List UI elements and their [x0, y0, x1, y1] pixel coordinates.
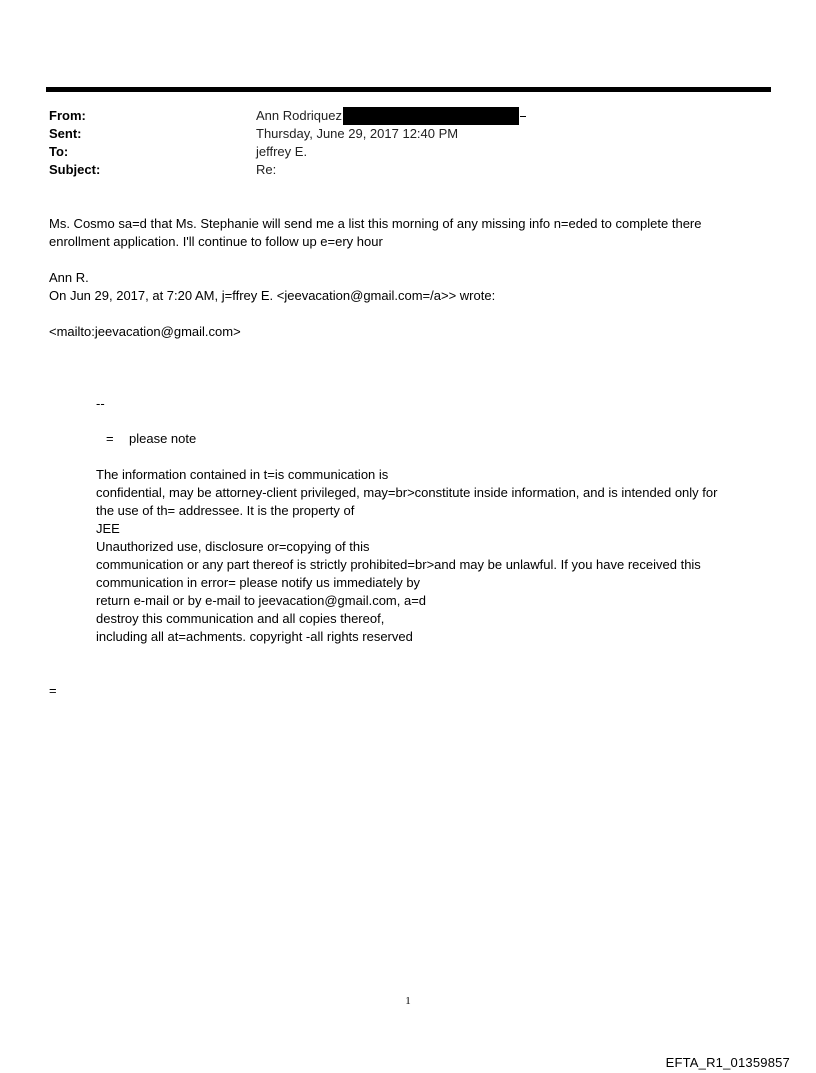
header-divider [46, 87, 771, 92]
subject-label: Subject: [49, 162, 101, 177]
disclaimer-line: return e-mail or by e-mail to jeevacation@gmail.com, a=d [96, 593, 427, 608]
disclaimer-line: communication in error= please notify us immediately by [96, 575, 421, 590]
note-line [106, 430, 196, 448]
from-label: From: [49, 108, 86, 123]
to-label: To: [49, 144, 69, 159]
quote-header: On Jun 29, 2017, at 7:20 AM, j=ffrey E. <jeevacation@gmail.com=/a>> wrote: [49, 288, 496, 303]
disclaimer-line: Unauthorized use, disclosure or=copying of this [96, 539, 370, 554]
signature: Ann R. [49, 270, 89, 285]
trailing-eq: = [49, 683, 57, 698]
note-text: please note [129, 431, 197, 446]
document-id: EFTA_R1_01359857 [665, 1055, 790, 1070]
signature-separator: -- [96, 396, 105, 411]
disclaimer-line: the use of th= addressee. It is the property of [96, 503, 355, 518]
message-line-2: enrollment application. I'll continue to follow up e=ery hour [49, 234, 383, 249]
page-number: 1 [405, 995, 411, 1007]
sender-name: Ann Rodriquez [256, 108, 342, 123]
sent-label: Sent: [49, 126, 82, 141]
disclaimer-line: The information contained in t=is communication is [96, 467, 389, 482]
message-line-1: Ms. Cosmo sa=d that Ms. Stephanie will send me a list this morning of any missing info n=eded to complete there [49, 216, 702, 231]
from-value [256, 107, 526, 125]
note-eq: = [106, 431, 114, 446]
disclaimer-line: including all at=achments. copyright -all rights reserved [96, 629, 413, 644]
sent-value: Thursday, June 29, 2017 12:40 PM [256, 126, 459, 141]
disclaimer-line: destroy this communication and all copies thereof, [96, 611, 385, 626]
disclaimer-line: communication or any part thereof is strictly prohibited=br>and may be unlawful. If you have received this [96, 557, 701, 572]
to-value: jeffrey E. [256, 144, 308, 159]
redaction-block [343, 107, 519, 125]
redaction-tail [520, 116, 526, 117]
disclaimer-line: confidential, may be attorney-client privileged, may=br>constitute inside information, and is intended only for [96, 485, 718, 500]
mailto-line: <mailto:jeevacation@gmail.com> [49, 324, 241, 339]
disclaimer-line: JEE [96, 521, 120, 536]
subject-value: Re: [256, 162, 277, 177]
